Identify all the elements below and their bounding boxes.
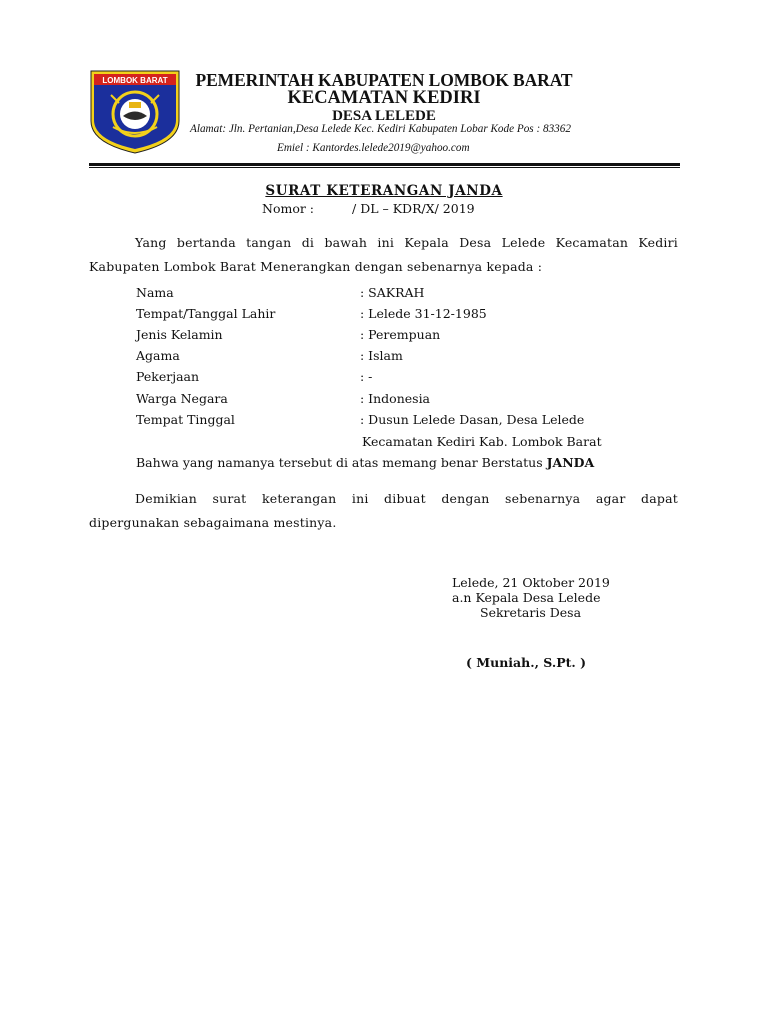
signature-name: ( Muniah., S.Pt. ): [466, 655, 586, 670]
document-number-label: Nomor :: [262, 201, 315, 216]
status-value: JANDA: [546, 455, 595, 470]
document-number: [262, 201, 475, 216]
letterhead-district: KECAMATAN KEDIRI: [287, 88, 481, 108]
field-label: Tempat/Tanggal Lahir: [136, 306, 276, 321]
closing-paragraph: [89, 487, 678, 535]
letterhead-address: Alamat: Jln. Pertanian,Desa Lelede Kec. Kediri Kabupaten Lobar Kode Pos : 83362: [190, 123, 571, 135]
field-row: [136, 391, 430, 406]
closing-text: Demikian surat keterangan ini dibuat dengan sebenarnya agar dapat dipergunakan sebagaimana mestinya.: [89, 491, 678, 530]
letterhead-email: Emiel : Kantordes.lelede2019@yahoo.com: [277, 142, 470, 154]
field-value: : -: [360, 369, 373, 384]
field-row: [136, 285, 424, 300]
opening-text: Yang bertanda tangan di bawah ini Kepala Desa Lelede Kecamatan Kediri Kabupaten Lombok Barat Menerangkan dengan sebenarnya kepada :: [89, 235, 678, 274]
field-value: : Perempuan: [360, 327, 441, 342]
field-label: Tempat Tinggal: [136, 412, 235, 427]
opening-paragraph: [89, 231, 678, 279]
field-row: [136, 306, 487, 321]
letterhead-rule-thin: [89, 167, 680, 168]
field-row: [136, 348, 403, 363]
field-label: Jenis Kelamin: [136, 327, 223, 342]
field-label: Nama: [136, 285, 174, 300]
field-label: Warga Negara: [136, 391, 228, 406]
field-row: [136, 412, 584, 427]
document-number-value: / DL – KDR/X/ 2019: [352, 201, 475, 216]
document-title: SURAT KETERANGAN JANDA: [265, 183, 503, 199]
signature-place-date: Lelede, 21 Oktober 2019: [452, 575, 610, 590]
status-statement: [136, 455, 594, 470]
field-row: [136, 369, 372, 384]
letterhead-rule-thick: [89, 163, 680, 166]
field-value: : Indonesia: [360, 391, 431, 406]
logo-label: LOMBOK BARAT: [102, 76, 168, 85]
address-continuation: Kecamatan Kediri Kab. Lombok Barat: [362, 434, 602, 449]
field-value: : SAKRAH: [360, 285, 425, 300]
field-value: : Lelede 31-12-1985: [360, 306, 487, 321]
status-statement-text: Bahwa yang namanya tersebut di atas memang benar Berstatus: [136, 455, 547, 470]
letterhead-village: DESA LELEDE: [332, 108, 436, 124]
letterhead-government: PEMERINTAH KABUPATEN LOMBOK BARAT: [195, 70, 573, 90]
signature-on-behalf: a.n Kepala Desa Lelede: [452, 590, 601, 605]
field-label: Pekerjaan: [136, 369, 200, 384]
field-label: Agama: [136, 348, 180, 363]
lombok-barat-emblem: [89, 69, 181, 155]
field-value: : Dusun Lelede Dasan, Desa Lelede: [360, 412, 585, 427]
field-value: : Islam: [360, 348, 403, 363]
signature-position: Sekretaris Desa: [480, 605, 582, 620]
field-row: [136, 327, 440, 342]
